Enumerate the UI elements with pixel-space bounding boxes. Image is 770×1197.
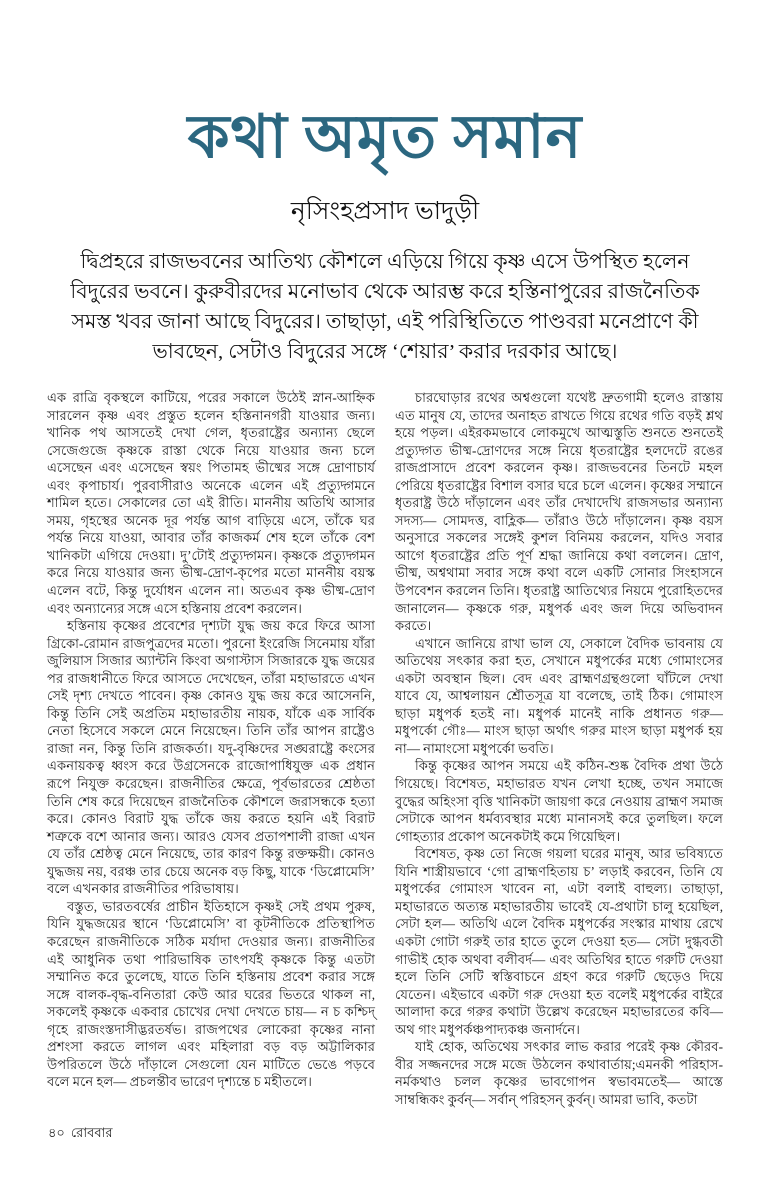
body-paragraph: কিন্তু কৃষ্ণের আপন সময়ে এই কঠিন-শুষ্ক বৈদিক প্রথা উঠে গিয়েছে। বিশেষত, মহাভারত যখন লেখা হচ্ছে, তখন সমাজে বুদ্ধের অহিংসা বৃত্তি খানিকটা জায়গা করে নেওয়ায় ব্রাহ্মণ সমাজ সেটাকে আপন ধর্মব্যবস্থার মধ্যে মানানসই করে তুলছিল। ফলে গোহত্যার প্রকোপ অনেকটাই কমে গিয়েছিল। xyxy=(395,758,723,844)
left-column xyxy=(47,389,375,1108)
magazine-name: রোববার xyxy=(70,1125,113,1140)
body-paragraph: চারঘোড়ার রথের অশ্বগুলো যথেষ্ট দ্রুতগামী হলেও রাস্তায় এত মানুষ যে, তাদের অনাহত রাখতে গিয়ে রথের গতি বড়ই শ্লথ হয়ে পড়ল। এইরকমভাবে লোকমুখে আত্মস্তুতি শুনতে শুনতেই প্রত্যুদ্গত ভীষ্ম-দ্রোণদের সঙ্গে নিয়ে ধৃতরাষ্ট্রের হলদেটে রঙের রাজপ্রাসাদে প্রবেশ করলেন কৃষ্ণ। রাজভবনের তিনটে মহল পেরিয়ে ধৃতরাষ্ট্রের বিশাল বসার ঘরে চলে এলেন। কৃষ্ণের সম্মানে ধৃতরাষ্ট্র উঠে দাঁড়ালেন এবং তাঁর দেখাদেখি রাজসভার অন্যান্য সদস্য— সোমদত্ত, বাহ্লিক— তাঁরাও উঠে দাঁড়ালেন। কৃষ্ণ বয়স অনুসারে সকলের সঙ্গেই কুশল বিনিময় করলেন, যদিও সবার আগে ধৃতরাষ্ট্রের প্রতি পূর্ণ শ্রদ্ধা জানিয়ে কথা বললেন। দ্রোণ, ভীষ্ম, অশ্বথামা সবার সঙ্গে কথা বলে একটি সোনার সিংহাসনে উপবেশন করলেন তিনি। ধৃতরাষ্ট্র আতিথ্যের নিয়মে পুরোহিতদের জানালেন— কৃষ্ণকে গরু, মধুপর্ক এবং জল দিয়ে অভিবাদন করতে। xyxy=(395,390,723,634)
body-paragraph: এখানে জানিয়ে রাখা ভাল যে, সেকালে বৈদিক ভাবনায় যে অতিথেয় সৎকার করা হত, সেখানে মধুপর্কের মধ্যে গোমাংসের একটা অবস্থান ছিল। বেদ এবং ব্রাহ্মণগ্রন্থগুলো ঘাঁটলে দেখা যাবে যে, আশ্বলায়ন শ্রৌতসূত্র যা বলেছে, তাই ঠিক। গোমাংস ছাড়া মধুপর্ক হতই না। মধুপর্ক মানেই নাকি প্রধানত গরু— মধুপর্কো গৌঃ— মাংস ছাড়া অর্থাৎ গরুর মাংস ছাড়া মধুপর্ক হয় না— নামাংসো মধুপর্কো ভবতি। xyxy=(395,635,723,756)
body-paragraph: হস্তিনায় কৃষ্ণের প্রবেশের দৃশ্যটা যুদ্ধ জয় করে ফিরে আসা গ্রিকো-রোমান রাজপুত্রদের মতো। পুরনো ইংরেজি সিনেমায় যাঁরা জুলিয়াস সিজার অ্যান্টনি কিংবা অগাস্টাস সিজারকে যুদ্ধ জয়ের পর রাজধানীতে ফিরে আসতে দেখেছেন, তাঁরা মহাভারতে এখন সেই দৃশ্য দেখতে পাবেন। কৃষ্ণ কোনও যুদ্ধ জয় করে আসেননি, কিন্তু তিনি সেই অপ্রতিম মহাভারতীয় নায়ক, যাঁকে এক সার্বিক নেতা হিসেবে সকলে মেনে নিয়েছেন। তিনি তাঁর আপন রাষ্ট্রেও রাজা নন, কিন্তু তিনি রাজকর্তা। যদু-বৃষ্ণিদের সঙ্ঘরাষ্ট্রে কংসের একনায়কত্ব ধ্বংস করে উগ্রসেনকে রাজোপাধিযুক্ত এক প্রধান রূপে নিযুক্ত করেছেন। রাজনীতির ক্ষেত্রে, পূর্বভারতের শ্রেষ্ঠতা তিনি শেষ করে দিয়েছেন রাজনৈতিক কৌশলে জরাসন্ধকে হত্যা করে। কোনও বিরাট যুদ্ধ তাঁকে জয় করতে হয়নি এই বিরাট শত্রুকে বশে আনার জন্য। আরও যেসব প্রতাপশালী রাজা এখন যে তাঁর শ্রেষ্ঠত্ব মেনে নিয়েছে, তার কারণ কিন্তু রক্তক্ষয়ী। কোনও যুদ্ধজয় নয়, বরঞ্চ তার চেয়ে অনেক বড় কিছু, যাকে ‘ডিপ্লোমেসি’ বলে এখনকার রাজনীতির পরিভাষায়। xyxy=(47,618,375,897)
page-number: ৪০ xyxy=(48,1125,65,1140)
page-title: কথা অমৃত সমান xyxy=(187,104,583,170)
body-paragraph: এক রাত্রি বৃকস্থলে কাটিয়ে, পরের সকালে উঠেই স্নান-আহ্নিক সারলেন কৃষ্ণ এবং প্রস্তুত হলেন হস্তিনানগরী যাওয়ার জন্য। খানিক পথ আসতেই দেখা গেল, ধৃতরাষ্ট্রের অন্যান্য ছেলে সেজেগুজে কৃষ্ণকে রাস্তা থেকে নিয়ে যাওয়ার জন্য চলে এসেছেন এবং এসেছেন স্বয়ং পিতামহ ভীষ্মের সঙ্গে দ্রোণাচার্য এবং কৃপাচার্য। পুরবাসীরাও অনেকে এলেন এই প্রত্যুদ্গমনে শামিল হতে। সেকালের তো এই রীতি। মাননীয় অতিথি আসার সময়, গৃহস্থের অনেক দূর পর্যন্ত আগ বাড়িয়ে এসে, তাঁকে ঘর পর্যন্ত নিয়ে যাওয়া, আবার তাঁর কাজকর্ম শেষ হলে তাঁকে বেশ খানিকটা এগিয়ে দেওয়া। দু’টোই প্রত্যুদ্গমন। কৃষ্ণকে প্রত্যুদ্গমন করে নিয়ে যাওয়ার জন্য ভীষ্ম-দ্রোণ-কৃপের মতো মাননীয় বয়স্ক এলেন বটে, কিন্তু দুর্যোধন এলেন না। অতএব কৃষ্ণ ভীষ্ম-দ্রোণ এবং অন্যান্যের সঙ্গে এসে হস্তিনায় প্রবেশ করলেন। xyxy=(47,390,375,616)
page-footer xyxy=(48,1124,112,1145)
body-paragraph: বস্তুত, ভারতবর্ষের প্রাচীন ইতিহাসে কৃষ্ণই সেই প্রথম পুরুষ, যিনি যুদ্ধজয়ের স্থানে ‘ডিপ্লোমেসি’ বা কূটনীতিকে প্রতিস্থাপিত করেছেন রাজনীতিকে সঠিক মর্যাদা দেওয়ার জন্য। রাজনীতির এই আধুনিক তথা পারিভাষিক তাৎপর্যই কৃষ্ণকে কিন্তু এতটা সম্মানিত করে তুলেছে, যাতে তিনি হস্তিনায় প্রবেশ করার সঙ্গে সঙ্গে বালক-বৃদ্ধ-বনিতারা কেউ আর ঘরের ভিতরে থাকল না, সকলেই কৃষ্ণকে একবার চোখের দেখা দেখতে চায়— ন চ কশ্চিদ্ গৃহে রাজংস্তদাসীদ্ভরতর্ষভ। রাজপথের লোকেরা কৃষ্ণের নানা প্রশংসা করতে লাগল এবং মহিলারা বড় বড় অট্টালিকার উপরিতলে উঠে দাঁড়ালে সেগুলো যেন মাটিতে ভেঙে পড়বে বলে মনে হল— প্রচলন্তীব ভারেণ দৃশ্যন্তে চ মহীতলে। xyxy=(47,898,375,1090)
masthead xyxy=(0,0,770,227)
right-column xyxy=(395,389,723,1108)
body-paragraph: যাই হোক, অতিথেয় সৎকার লাভ করার পরেই কৃষ্ণ কৌরব-বীর সজ্জনদের সঙ্গে মজে উঠলেন কথাবার্তায়;এমনকী পরিহাস-নর্মকথাও চলল কৃষ্ণের ভাবগোপন স্বভাবমতেই— আস্তে সাম্বন্ধিকং কুর্বন্— সর্বান্ পরিহসন্ কুর্বন্। আমরা ভাবি, কতটা xyxy=(395,1039,723,1107)
article-columns xyxy=(0,389,770,1108)
lead-paragraph: দ্বিপ্রহরে রাজভবনের আতিথ্য কৌশলে এড়িয়ে গিয়ে কৃষ্ণ এসে উপস্থিত হলেন বিদুরের ভবনে। কুরুবীরদের মনোভাব থেকে আরম্ভ করে হস্তিনাপুরের রাজনৈতিক সমস্ত খবর জানা আছে বিদুরের। তাছাড়া, এই পরিস্থিতিতে পাণ্ডবরা মনেপ্রাণে কী ভাবছেন, সেটাও বিদুরের সঙ্গে ‘শেয়ার’ করার দরকার আছে। xyxy=(70,251,700,363)
body-paragraph: বিশেষত, কৃষ্ণ তো নিজে গয়লা ঘরের মানুষ, আর ভবিষ্যতে যিনি শাস্ত্রীয়ভাবে ‘গো ব্রাহ্মণহিতায় চ’ লড়াই করবেন, তিনি যে মধুপর্কের গোমাংস খাবেন না, এটা বলাই বাহুল্য। তাছাড়া, মহাভারতে অত্যন্ত মহাভারতীয় ভাবেই যে-প্রথাটা চালু হয়েছিল, সেটা হল— অতিথি এলে বৈদিক মধুপর্কের সংস্কার মাথায় রেখে একটা গোটা গরুই তার হাতে তুলে দেওয়া হত— সেটা দুগ্ধবতী গাভীই হোক অথবা বলীবর্দ— এবং অতিথির হাতে গরুটি দেওয়া হলে তিনি সেটি স্বস্তিবাচনে গ্রহণ করে গরুটি ছেড়েও দিয়ে যেতেন। এইভাবে একটা গরু দেওয়া হত বলেই মধুপর্কের বাইরে আলাদা করে গরুর কথাটা উল্লেখ করেছেন মহাভারতের কবি— অথ গাং মধুপর্কঞ্চপাদ্যকঞ্চ জনার্দনে। xyxy=(395,846,723,1037)
author-name: নৃসিংহপ্রসাদ ভাদুড়ী xyxy=(290,198,480,225)
